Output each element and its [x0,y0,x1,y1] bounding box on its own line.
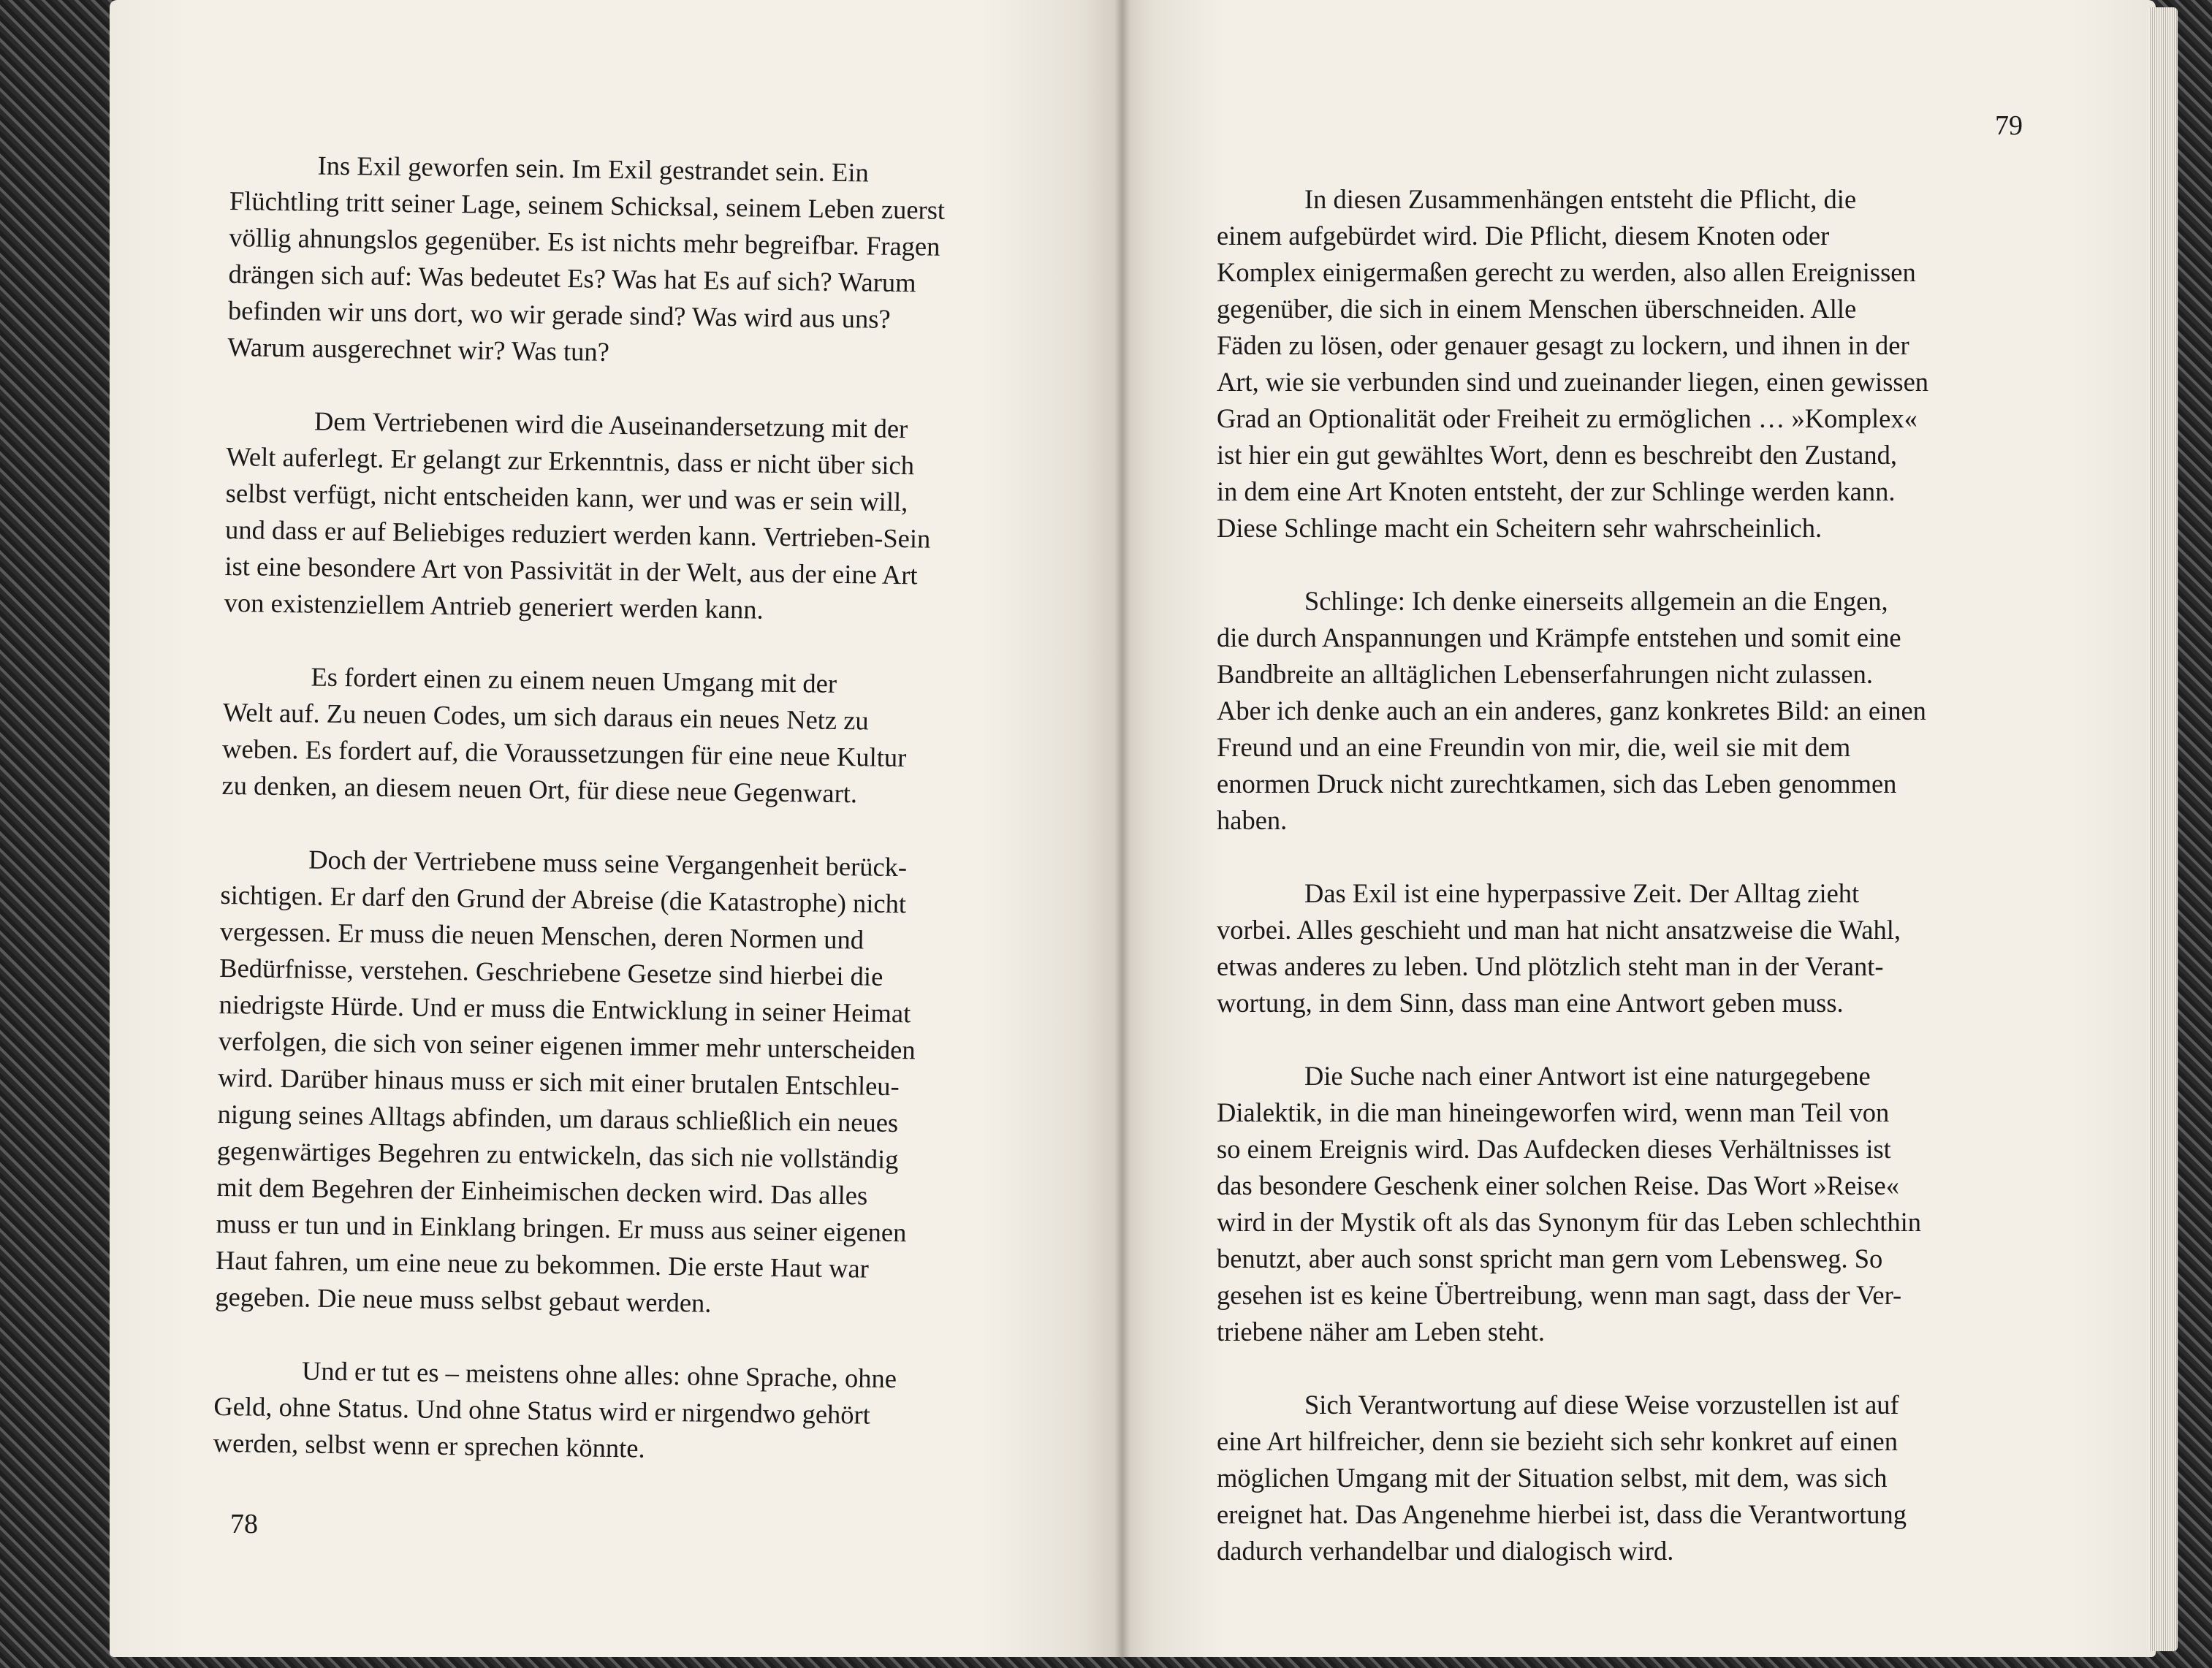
text-line: triebene näher am Leben steht. [1217,1317,1545,1347]
text-line: weben. Es fordert auf, die Voraussetzungen für eine neue Kultur [221,733,907,773]
left-page [110,0,1122,1657]
text-line: gesehen ist es keine Übertreibung, wenn man sagt, dass der Ver- [1217,1280,1902,1310]
text-line: haben. [1217,805,1288,835]
paragraph [221,658,1130,815]
text-line: Das Exil ist eine hyperpassive Zeit. Der Alltag zieht [1304,878,1860,908]
text-line: mit dem Begehren der Einheimischen decken wird. Das alles [216,1171,868,1211]
text-line: Doch der Vertriebene muss seine Vergangenheit berück- [308,844,908,883]
text-line: Dialektik, in die man hineingeworfen wird, wenn man Teil von [1217,1097,1890,1127]
text-line: verfolgen, die sich von seiner eigenen immer mehr unterscheiden [218,1025,916,1065]
page-edges [2148,7,2178,1651]
text-line: werden, selbst wenn er sprechen könnte. [213,1427,645,1463]
text-line: Freund und an eine Freundin von mir, die, weil sie mit dem [1217,732,1851,762]
text-line: eine Art hilfreicher, denn sie bezieht sich sehr konkret auf einen [1217,1426,1898,1456]
text-line: Fäden zu lösen, oder genauer gesagt zu lockern, und ihnen in der [1217,330,1909,360]
paragraph [1217,875,2021,1021]
text-line: niedrigste Hürde. Und er muss die Entwicklung in seiner Heimat [218,989,911,1029]
text-line: Flüchtling tritt seiner Lage, seinem Schicksal, seinem Leben zuerst [229,185,946,225]
text-line: etwas anderes zu leben. Und plötzlich steht man in der Verant- [1217,951,1884,981]
paragraph [224,402,1133,633]
paragraph [213,1352,1120,1473]
text-line: Dem Vertriebenen wird die Auseinandersetzung mit der [313,405,908,444]
text-line: ist hier ein gut gewähltes Wort, denn es beschreibt den Zustand, [1217,440,1897,470]
text-line: Haut fahren, um eine neue zu bekommen. Die erste Haut war [215,1244,870,1284]
text-line: In diesen Zusammenhängen entsteht die Pflicht, die [1304,184,1857,214]
text-line: zu denken, an diesem neuen Ort, für diese neue Gegenwart. [221,769,858,809]
text-line: dadurch verhandelbar und dialogisch wird. [1217,1536,1674,1566]
text-line: drängen sich auf: Was bedeutet Es? Was hat Es auf sich? Warum [228,258,916,298]
text-line: von existenziellem Antrieb generiert werden kann. [224,587,764,625]
text-line: wird in der Mystik oft als das Synonym für das Leben schlechthin [1217,1207,1922,1237]
text-line: selbst verfügt, nicht entscheiden kann, wer und was er sein will, [225,477,908,517]
text-line: Welt auf. Zu neuen Codes, um sich daraus ein neues Netz zu [222,696,869,736]
right-page [1122,0,2156,1657]
text-line: in dem eine Art Knoten entsteht, der zur Schlinge werden kann. [1217,476,1896,506]
text-line: Welt auferlegt. Er gelangt zur Erkenntnis, dass er nicht über sich [226,441,915,481]
text-line: gegeben. Die neue muss selbst gebaut werden. [215,1281,712,1318]
text-line: Die Suche nach einer Antwort ist eine naturgegebene [1304,1061,1871,1091]
text-line: vergessen. Er muss die neuen Menschen, deren Normen und [219,915,864,955]
text-line: Art, wie sie verbunden sind und zueinander liegen, einen gewissen [1217,367,1929,397]
text-line: sichtigen. Er darf den Grund der Abreise (die Katastrophe) nicht [220,879,907,919]
text-line: Geld, ohne Status. Und ohne Status wird er nirgendwo gehört [213,1390,871,1430]
paragraph [215,840,1127,1327]
text-line: befinden wir uns dort, wo wir gerade sind? Was wird aus uns? [227,294,891,334]
text-line: das besondere Geschenk einer solchen Reise. Das Wort »Reise« [1217,1170,1899,1200]
text-line: völlig ahnungslos gegenüber. Es ist nichts mehr begreifbar. Fragen [229,221,940,262]
paragraph [1217,181,2021,547]
text-line: Bedürfnisse, verstehen. Geschriebene Gesetze sind hierbei die [219,952,883,991]
text-line: vorbei. Alles geschieht und man hat nicht ansatzweise die Wahl, [1217,915,1901,945]
text-line: ist eine besondere Art von Passivität in der Welt, aus der eine Art [224,550,918,590]
text-line: Grad an Optionalität oder Freiheit zu ermöglichen … »Komplex« [1217,403,1918,433]
paragraph [227,146,1136,377]
text-line: muss er tun und in Einklang bringen. Er muss aus seiner eigenen [216,1208,907,1248]
text-line: die durch Anspannungen und Krämpfe entstehen und somit eine [1217,622,1901,652]
text-line: Sich Verantwortung auf diese Weise vorzustellen ist auf [1304,1390,1899,1420]
text-line: einem aufgebürdet wird. Die Pflicht, diesem Knoten oder [1217,221,1830,251]
text-line: Warum ausgerechnet wir? Was tun? [227,331,610,367]
text-line: Und er tut es – meistens ohne alles: ohne Sprache, ohne [301,1355,897,1394]
text-line: wortung, in dem Sinn, dass man eine Antwort geben muss. [1217,988,1844,1018]
paragraph [1217,1387,2021,1569]
text-line: benutzt, aber auch sonst spricht man gern vom Lebensweg. So [1217,1244,1883,1273]
paragraph [1217,583,2021,839]
text-line: Ins Exil geworfen sein. Im Exil gestrandet sein. Ein [317,150,870,188]
page-number: 78 [230,1509,258,1539]
text-line: Schlinge: Ich denke einerseits allgemein an die Engen, [1304,586,1888,616]
text-line: ereignet hat. Das Angenehme hierbei ist, dass die Verantwortung [1217,1499,1907,1529]
text-line: Diese Schlinge macht ein Scheitern sehr wahrscheinlich. [1217,513,1823,543]
text-line: wird. Darüber hinaus muss er sich mit einer brutalen Entschleu- [218,1062,900,1102]
text-line: Komplex einigermaßen gerecht zu werden, also allen Ereignissen [1217,257,1916,287]
text-line: Aber ich denke auch an ein anderes, ganz konkretes Bild: an einen [1217,696,1926,726]
text-line: gegenwärtiges Begehren zu entwickeln, das sich nie vollständig [216,1135,899,1175]
text-line: enormen Druck nicht zurechtkamen, sich das Leben genommen [1217,769,1897,799]
text-line: gegenüber, die sich in einem Menschen überschneiden. Alle [1217,294,1857,324]
book-gutter [1114,0,1130,1657]
paragraph [1217,1058,2021,1350]
text-line: und dass er auf Beliebiges reduziert werden kann. Vertrieben-Sein [224,514,931,554]
text-line: Es fordert einen zu einem neuen Umgang mit der [311,661,837,698]
text-line: so einem Ereignis wird. Das Aufdecken dieses Verhältnisses ist [1217,1134,1891,1164]
left-page-text [213,146,1136,1509]
text-line: nigung seines Alltags abfinden, um daraus schließlich ein neues [217,1098,899,1138]
text-line: möglichen Umgang mit der Situation selbst, mit dem, was sich [1217,1463,1888,1493]
open-book [110,0,2156,1657]
right-page-text [1217,181,2021,1606]
text-line: Bandbreite an alltäglichen Lebenserfahrungen nicht zulassen. [1217,659,1873,689]
page-number: 79 [1995,110,2023,141]
